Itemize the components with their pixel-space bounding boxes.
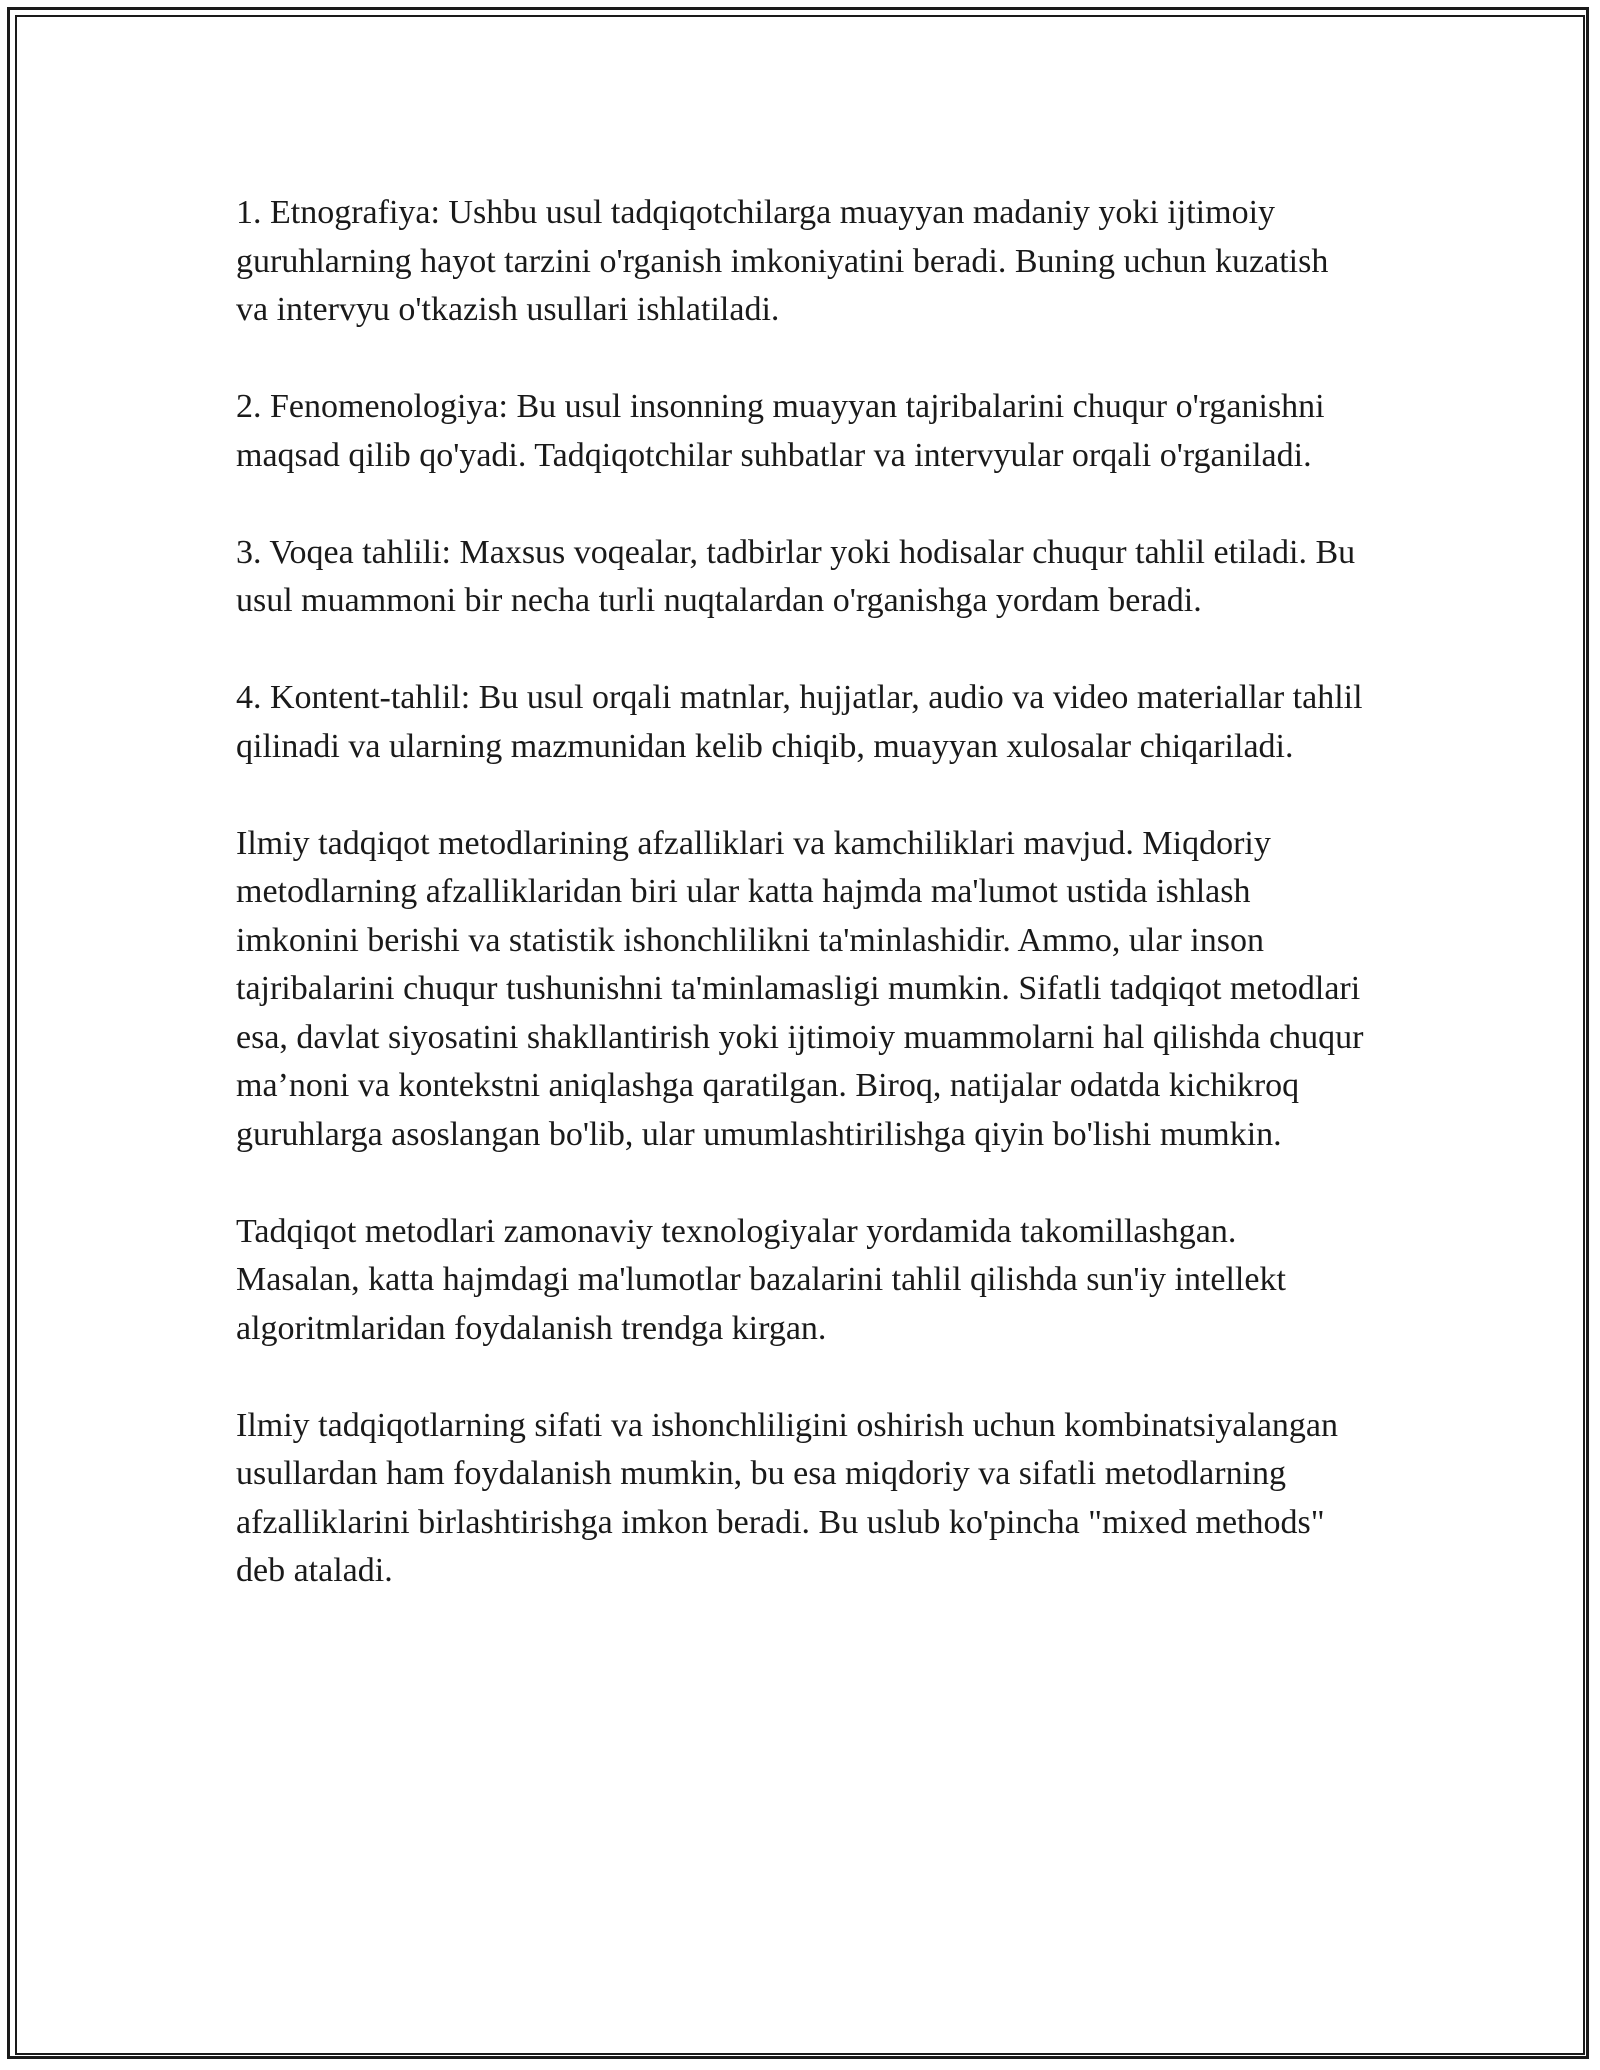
paragraph-content-analysis: 4. Kontent-tahlil: Bu usul orqali matnlar, hujjatlar, audio va video materiallar tahlil qilinadi va ularning mazmunidan kelib chiqib, muayyan xulosalar chiqariladi. [236, 679, 1363, 765]
paragraph-pros-cons: Ilmiy tadqiqot metodlarining afzalliklari va kamchiliklari mavjud. Miqdoriy metodlarning afzalliklaridan biri ular katta hajmda ma'lumot ustida ishlash imkonini berishi va statistik ishonchlilikni ta'minlashidir. Ammo, ular inson tajribalarini chuqur tushunishni ta'minlamasligi mumkin. Sifatli tadqiqot metodlari esa, davlat siyosatini shakllantirish yoki ijtimoiy muammolarni hal qilishda chuqur ma’noni va kontekstni aniqlashga qaratilgan. Biroq, natijalar odatda kichikroq guruhlarga asoslangan bo'lib, ular umumlashtirilishga qiyin bo'lishi mumkin. [236, 824, 1364, 1153]
paragraph-phenomenology: 2. Fenomenologiya: Bu usul insonning muayyan tajribalarini chuqur o'rganishni maqsad qilib qo'yadi. Tadqiqotchilar suhbatlar va intervyular orqali o'rganiladi. [236, 388, 1325, 474]
paragraph-mixed-methods: Ilmiy tadqiqotlarning sifati va ishonchliligini oshirish uchun kombinatsiyalangan usullardan ham foydalanish mumkin, bu esa miqdoriy va sifatli metodlarning afzalliklarini birlashtirishga imkon beradi. Bu uslub ko'pincha "mixed methods" deb ataladi. [236, 1406, 1339, 1589]
paragraph-ethnography: 1. Etnografiya: Ushbu usul tadqiqotchilarga muayyan madaniy yoki ijtimoiy guruhlarning hayot tarzini o'rganish imkoniyatini beradi. Buning uchun kuzatish va intervyu o'tkazish usullari ishlatiladi. [236, 194, 1329, 328]
paragraph-case-analysis: 3. Voqea tahlili: Maxsus voqealar, tadbirlar yoki hodisalar chuqur tahlil etiladi. Bu usul muammoni bir necha turli nuqtalardan o'rganishga yordam beradi. [236, 533, 1356, 619]
document-body [236, 189, 1366, 1644]
paragraph-technology: Tadqiqot metodlari zamonaviy texnologiyalar yordamida takomillashgan. Masalan, katta hajmdagi ma'lumotlar bazalarini tahlil qilishda sun'iy intellekt algoritmlaridan foydalanish trendga kirgan. [236, 1212, 1286, 1347]
